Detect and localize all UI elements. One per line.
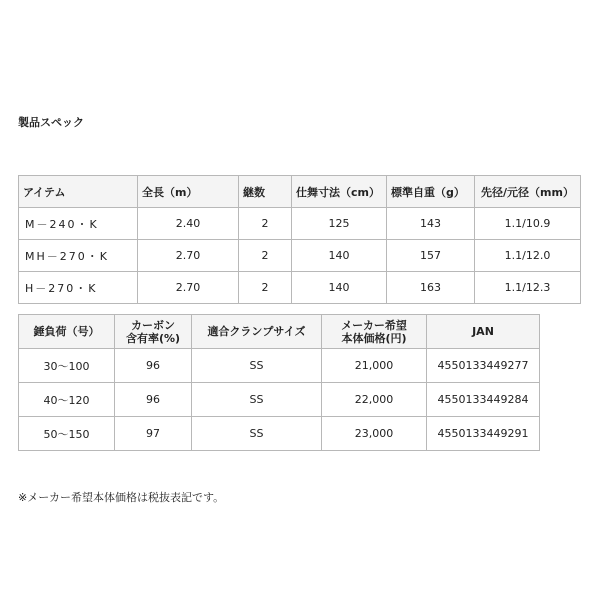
header-jan [427,315,540,349]
header-closed-length: 仕舞寸法（cm） [292,176,387,208]
header-item: アイテム [19,176,138,208]
cell-sinker-load: 30～100 [19,349,115,383]
cell-clamp-size: SS [192,349,322,383]
section-title: 製品スペック [18,116,84,129]
table-row [19,349,540,383]
cell-length: 2.70 [138,240,239,272]
cell-price: 21,000 [322,349,427,383]
cell-item: M－240・K [19,208,138,240]
cell-sections: 2 [239,240,292,272]
cell-diameter: 1.1/12.0 [475,240,581,272]
header-sinker-load-text: 錘負荷（号） [33,325,100,338]
cell-weight: 157 [387,240,475,272]
cell-jan: 4550133449291 [427,417,540,451]
cell-jan: 4550133449284 [427,383,540,417]
header-weight: 標準自重（g） [387,176,475,208]
cell-price: 22,000 [322,383,427,417]
cell-closed-length: 140 [292,272,387,304]
header-sinker-load [19,315,115,349]
cell-weight: 163 [387,272,475,304]
header-carbon-line1: カーボン [131,318,175,332]
header-price-line1: メーカー希望 [341,318,407,332]
header-price-line2: 本体価格(円) [341,331,407,345]
price-table-header-row [19,315,540,349]
price-table [18,314,540,451]
cell-diameter: 1.1/10.9 [475,208,581,240]
header-price [322,315,427,349]
cell-carbon: 96 [115,383,192,417]
cell-closed-length: 125 [292,208,387,240]
cell-diameter: 1.1/12.3 [475,272,581,304]
cell-sections: 2 [239,272,292,304]
cell-item: MH－270・K [19,240,138,272]
cell-sections: 2 [239,208,292,240]
footnote: ※メーカー希望本体価格は税抜表記です。 [18,491,225,504]
header-jan-text: JAN [472,325,494,338]
header-tip-butt-diameter: 先径/元径（mm） [475,176,581,208]
cell-jan: 4550133449277 [427,349,540,383]
cell-closed-length: 140 [292,240,387,272]
table-row [19,240,581,272]
spec-table [18,175,581,304]
header-clamp-size [192,315,322,349]
header-carbon-content [115,315,192,349]
header-clamp-size-text: 適合クランプサイズ [207,325,306,338]
header-length: 全長（m） [138,176,239,208]
cell-clamp-size: SS [192,417,322,451]
table-row [19,272,581,304]
cell-carbon: 97 [115,417,192,451]
header-carbon-line2: 含有率(%) [125,331,181,345]
cell-length: 2.40 [138,208,239,240]
cell-weight: 143 [387,208,475,240]
header-sections: 継数 [239,176,292,208]
spec-table-header-row [19,176,581,208]
table-row [19,383,540,417]
cell-sinker-load: 40～120 [19,383,115,417]
cell-length: 2.70 [138,272,239,304]
cell-price: 23,000 [322,417,427,451]
cell-item: H－270・K [19,272,138,304]
table-row [19,208,581,240]
cell-sinker-load: 50～150 [19,417,115,451]
cell-carbon: 96 [115,349,192,383]
cell-clamp-size: SS [192,383,322,417]
table-row [19,417,540,451]
